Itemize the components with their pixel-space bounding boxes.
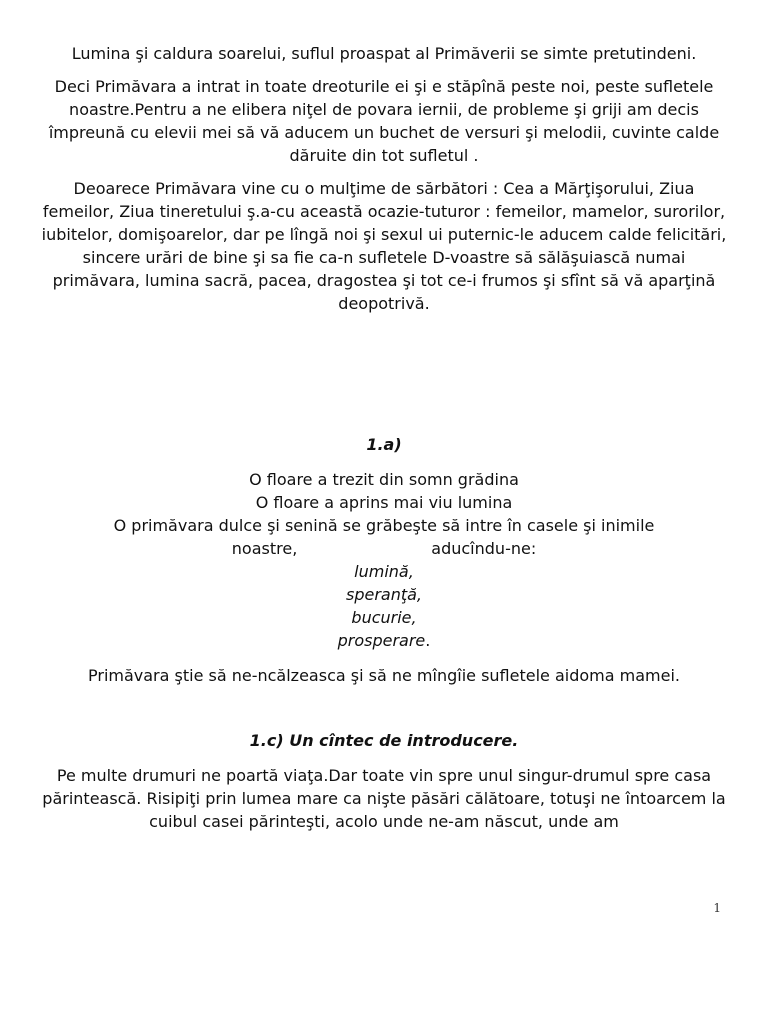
page-number: 1	[713, 901, 721, 915]
section-c-paragraph: Pe multe drumuri ne poartă viaţa.Dar toate vin spre unul singur-drumul spre casa părintească. Risipiţi prin lumea mare ca nişte păsări călătoare, totuşi ne întoarcem la cuibul casei părinteşti, acolo unde ne-am născut, unde am	[42, 766, 726, 831]
intro-paragraph-2: Deci Primăvara a intrat in toate dreoturile ei şi e stăpînă peste noi, peste sufletele noastre.Pentru a ne elibera niţel de povara iernii, de probleme şi griji am decis împreună cu elevii mei să vă aducem un buchet de versuri şi melodii, cuvinte calde dăruite din tot sufletul .	[48, 77, 720, 165]
section-a-heading: 1.a)	[366, 435, 402, 454]
poem-line-2: O floare a aprins mai viu lumina	[255, 493, 513, 512]
poem-split-line	[40, 537, 728, 560]
poem-line-1: O floare a trezit din somn grădina	[249, 470, 519, 489]
poem-item-4	[40, 629, 728, 652]
poem-line-3: O primăvara dulce şi senină se grăbeşte să intre în casele şi inimile	[113, 516, 655, 535]
intro-paragraph-1: Lumina şi caldura soarelui, suflul proaspat al Primăverii se simte pretutindeni.	[71, 44, 697, 63]
spacer	[40, 697, 728, 729]
poem-item-1: lumină,	[354, 562, 414, 581]
document-page	[40, 42, 728, 843]
poem-item-4-word: prosperare	[337, 631, 426, 650]
poem-item-4-suffix: .	[425, 631, 431, 650]
poem-item-2: speranţă,	[345, 585, 423, 604]
spacer	[40, 325, 728, 433]
section-c-heading: 1.c) Un cîntec de introducere.	[249, 731, 519, 750]
poem-split-left: noastre,	[231, 539, 298, 558]
poem-split-right: aducîndu-ne:	[431, 539, 537, 558]
section-a-closing: Primăvara ştie să ne-ncălzeasca şi să ne mîngîie sufletele aidoma mamei.	[88, 666, 680, 685]
intro-paragraph-3: Deoarece Primăvara vine cu o mulţime de sărbători : Cea a Mărţişorului, Ziua femeilor, Ziua tineretului ş.a-cu această ocazie-tuturor : femeilor, mamelor, surorilor, iubitelor, domişoarelor, dar pe lîngă noi şi sexul ui puternic-le aducem calde felicitări, sincere urări de bine şi sa fie ca-n sufletele D-voastre să sălăşuiască numai primăvara, lumina sacră, pacea, dragostea şi tot ce-i frumos şi sfînt să vă aparţină deopotrivă.	[41, 179, 727, 313]
section-a-poem	[40, 468, 728, 652]
poem-item-3: bucurie,	[351, 608, 417, 627]
